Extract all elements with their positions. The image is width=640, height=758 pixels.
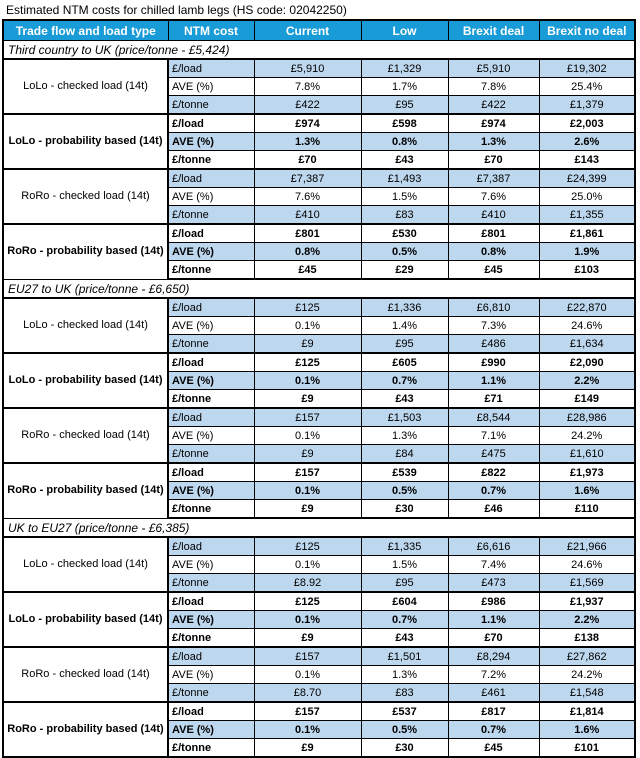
metric-cell: £/load xyxy=(168,353,254,372)
table-row xyxy=(3,408,635,427)
value-cell: £9 xyxy=(254,445,361,464)
value-cell: 1.6% xyxy=(539,721,635,739)
value-cell: 0.1% xyxy=(254,317,361,335)
value-cell: 1.5% xyxy=(361,188,448,206)
value-cell: 2.2% xyxy=(539,372,635,390)
value-cell: £817 xyxy=(448,702,539,721)
value-cell: £143 xyxy=(539,151,635,170)
value-cell: £125 xyxy=(254,592,361,611)
value-cell: £83 xyxy=(361,684,448,703)
value-cell: £486 xyxy=(448,335,539,354)
value-cell: £598 xyxy=(361,114,448,133)
value-cell: £974 xyxy=(448,114,539,133)
value-cell: £1,548 xyxy=(539,684,635,703)
metric-cell: £/tonne xyxy=(168,739,254,758)
value-cell: £1,503 xyxy=(361,408,448,427)
value-cell: £138 xyxy=(539,629,635,648)
value-cell: £110 xyxy=(539,500,635,519)
metric-cell: £/tonne xyxy=(168,151,254,170)
value-cell: £8,294 xyxy=(448,647,539,666)
value-cell: £530 xyxy=(361,224,448,243)
value-cell: 1.4% xyxy=(361,317,448,335)
value-cell: £410 xyxy=(448,206,539,225)
metric-cell: £/tonne xyxy=(168,261,254,280)
value-cell: £475 xyxy=(448,445,539,464)
table-row xyxy=(3,353,635,372)
value-cell: £125 xyxy=(254,353,361,372)
value-cell: £9 xyxy=(254,500,361,519)
section-header: EU27 to UK (price/tonne - £6,650) xyxy=(3,279,635,298)
value-cell: £604 xyxy=(361,592,448,611)
table-row xyxy=(3,59,635,78)
value-cell: £45 xyxy=(254,261,361,280)
flow-label-cell: RoRo - checked load (14t) xyxy=(3,647,168,702)
value-cell: £986 xyxy=(448,592,539,611)
value-cell: 24.2% xyxy=(539,666,635,684)
value-cell: 0.5% xyxy=(361,243,448,261)
value-cell: 1.7% xyxy=(361,78,448,96)
value-cell: 7.6% xyxy=(254,188,361,206)
value-cell: £157 xyxy=(254,408,361,427)
metric-cell: AVE (%) xyxy=(168,556,254,574)
flow-label-cell: RoRo - probability based (14t) xyxy=(3,224,168,279)
section-header: UK to EU27 (price/tonne - £6,385) xyxy=(3,518,635,537)
value-cell: £8.70 xyxy=(254,684,361,703)
metric-cell: £/load xyxy=(168,702,254,721)
value-cell: £19,302 xyxy=(539,59,635,78)
value-cell: £9 xyxy=(254,739,361,758)
metric-cell: £/tonne xyxy=(168,445,254,464)
value-cell: 7.4% xyxy=(448,556,539,574)
metric-cell: AVE (%) xyxy=(168,666,254,684)
value-cell: £22,870 xyxy=(539,298,635,317)
flow-label-cell: RoRo - checked load (14t) xyxy=(3,408,168,463)
value-cell: £801 xyxy=(254,224,361,243)
value-cell: £605 xyxy=(361,353,448,372)
value-cell: £27,862 xyxy=(539,647,635,666)
value-cell: £157 xyxy=(254,647,361,666)
value-cell: £95 xyxy=(361,335,448,354)
value-cell: 1.1% xyxy=(448,372,539,390)
value-cell: £95 xyxy=(361,574,448,593)
value-cell: 1.5% xyxy=(361,556,448,574)
metric-cell: £/tonne xyxy=(168,335,254,354)
value-cell: 0.1% xyxy=(254,372,361,390)
value-cell: £1,329 xyxy=(361,59,448,78)
table-row xyxy=(3,592,635,611)
table-row xyxy=(3,114,635,133)
flow-label-cell: LoLo - probability based (14t) xyxy=(3,592,168,647)
column-header: Brexit deal xyxy=(448,20,539,41)
metric-cell: £/load xyxy=(168,224,254,243)
value-cell: £539 xyxy=(361,463,448,482)
value-cell: £149 xyxy=(539,390,635,409)
value-cell: 7.1% xyxy=(448,427,539,445)
value-cell: £537 xyxy=(361,702,448,721)
flow-label-cell: RoRo - probability based (14t) xyxy=(3,702,168,757)
value-cell: £6,810 xyxy=(448,298,539,317)
value-cell: £974 xyxy=(254,114,361,133)
value-cell: £1,937 xyxy=(539,592,635,611)
column-header: Trade flow and load type xyxy=(3,20,168,41)
column-header: Current xyxy=(254,20,361,41)
metric-cell: AVE (%) xyxy=(168,611,254,629)
value-cell: 7.6% xyxy=(448,188,539,206)
value-cell: £7,387 xyxy=(448,169,539,188)
value-cell: 1.3% xyxy=(448,133,539,151)
value-cell: £7,387 xyxy=(254,169,361,188)
column-header: Brexit no deal xyxy=(539,20,635,41)
metric-cell: £/tonne xyxy=(168,500,254,519)
value-cell: 2.6% xyxy=(539,133,635,151)
value-cell: 0.8% xyxy=(254,243,361,261)
value-cell: 7.8% xyxy=(254,78,361,96)
flow-label-cell: RoRo - probability based (14t) xyxy=(3,463,168,518)
value-cell: £1,973 xyxy=(539,463,635,482)
value-cell: £46 xyxy=(448,500,539,519)
metric-cell: AVE (%) xyxy=(168,427,254,445)
value-cell: £1,569 xyxy=(539,574,635,593)
value-cell: £990 xyxy=(448,353,539,372)
value-cell: 0.1% xyxy=(254,611,361,629)
value-cell: £8.92 xyxy=(254,574,361,593)
metric-cell: £/load xyxy=(168,537,254,556)
value-cell: 0.5% xyxy=(361,482,448,500)
table-row xyxy=(3,298,635,317)
metric-cell: AVE (%) xyxy=(168,243,254,261)
table-row xyxy=(3,647,635,666)
value-cell: £28,986 xyxy=(539,408,635,427)
value-cell: 0.8% xyxy=(361,133,448,151)
value-cell: 2.2% xyxy=(539,611,635,629)
value-cell: 0.1% xyxy=(254,482,361,500)
value-cell: 24.6% xyxy=(539,556,635,574)
column-header: NTM cost xyxy=(168,20,254,41)
metric-cell: £/load xyxy=(168,408,254,427)
metric-cell: £/load xyxy=(168,59,254,78)
value-cell: £157 xyxy=(254,463,361,482)
value-cell: £9 xyxy=(254,629,361,648)
value-cell: £29 xyxy=(361,261,448,280)
value-cell: £70 xyxy=(448,629,539,648)
value-cell: £103 xyxy=(539,261,635,280)
value-cell: £125 xyxy=(254,298,361,317)
flow-label-cell: LoLo - checked load (14t) xyxy=(3,537,168,592)
metric-cell: £/tonne xyxy=(168,206,254,225)
section-header: Third country to UK (price/tonne - £5,424) xyxy=(3,41,635,60)
value-cell: £1,379 xyxy=(539,96,635,115)
value-cell: £822 xyxy=(448,463,539,482)
value-cell: £9 xyxy=(254,390,361,409)
value-cell: 25.0% xyxy=(539,188,635,206)
metric-cell: £/load xyxy=(168,647,254,666)
section-header-row xyxy=(3,518,635,537)
flow-label-cell: LoLo - checked load (14t) xyxy=(3,59,168,114)
value-cell: 7.2% xyxy=(448,666,539,684)
value-cell: £45 xyxy=(448,739,539,758)
value-cell: £6,616 xyxy=(448,537,539,556)
value-cell: £43 xyxy=(361,629,448,648)
value-cell: £45 xyxy=(448,261,539,280)
value-cell: 1.3% xyxy=(254,133,361,151)
value-cell: 1.1% xyxy=(448,611,539,629)
value-cell: £1,335 xyxy=(361,537,448,556)
flow-label-cell: LoLo - probability based (14t) xyxy=(3,114,168,169)
table-row xyxy=(3,702,635,721)
value-cell: 0.1% xyxy=(254,666,361,684)
metric-cell: £/tonne xyxy=(168,574,254,593)
value-cell: £30 xyxy=(361,500,448,519)
metric-cell: £/load xyxy=(168,463,254,482)
column-header: Low xyxy=(361,20,448,41)
metric-cell: £/tonne xyxy=(168,96,254,115)
value-cell: £21,966 xyxy=(539,537,635,556)
value-cell: 0.5% xyxy=(361,721,448,739)
value-cell: 0.1% xyxy=(254,427,361,445)
value-cell: £1,634 xyxy=(539,335,635,354)
table-row xyxy=(3,224,635,243)
table-row xyxy=(3,463,635,482)
value-cell: 0.7% xyxy=(448,482,539,500)
value-cell: 7.8% xyxy=(448,78,539,96)
value-cell: 1.3% xyxy=(361,666,448,684)
metric-cell: AVE (%) xyxy=(168,188,254,206)
flow-label-cell: RoRo - checked load (14t) xyxy=(3,169,168,224)
value-cell: 0.7% xyxy=(361,372,448,390)
value-cell: 1.6% xyxy=(539,482,635,500)
value-cell: £84 xyxy=(361,445,448,464)
table-header xyxy=(3,20,635,41)
value-cell: £9 xyxy=(254,335,361,354)
table-body xyxy=(3,41,635,758)
value-cell: £70 xyxy=(254,151,361,170)
value-cell: 1.9% xyxy=(539,243,635,261)
value-cell: £1,493 xyxy=(361,169,448,188)
value-cell: 0.7% xyxy=(361,611,448,629)
value-cell: £1,861 xyxy=(539,224,635,243)
value-cell: £473 xyxy=(448,574,539,593)
metric-cell: £/tonne xyxy=(168,629,254,648)
value-cell: 24.6% xyxy=(539,317,635,335)
value-cell: £461 xyxy=(448,684,539,703)
value-cell: 1.3% xyxy=(361,427,448,445)
value-cell: £125 xyxy=(254,537,361,556)
section-header-row xyxy=(3,279,635,298)
value-cell: 0.8% xyxy=(448,243,539,261)
metric-cell: £/load xyxy=(168,169,254,188)
value-cell: £5,910 xyxy=(254,59,361,78)
value-cell: £2,003 xyxy=(539,114,635,133)
header-row xyxy=(3,20,635,41)
metric-cell: £/tonne xyxy=(168,390,254,409)
value-cell: £43 xyxy=(361,390,448,409)
value-cell: £24,399 xyxy=(539,169,635,188)
value-cell: £70 xyxy=(448,151,539,170)
ntm-table xyxy=(2,19,636,758)
metric-cell: £/tonne xyxy=(168,684,254,703)
table-row xyxy=(3,169,635,188)
value-cell: £1,336 xyxy=(361,298,448,317)
value-cell: £422 xyxy=(448,96,539,115)
value-cell: 24.2% xyxy=(539,427,635,445)
value-cell: £95 xyxy=(361,96,448,115)
value-cell: £5,910 xyxy=(448,59,539,78)
value-cell: £1,610 xyxy=(539,445,635,464)
value-cell: £1,501 xyxy=(361,647,448,666)
metric-cell: AVE (%) xyxy=(168,133,254,151)
value-cell: 25.4% xyxy=(539,78,635,96)
value-cell: £1,814 xyxy=(539,702,635,721)
value-cell: £101 xyxy=(539,739,635,758)
metric-cell: AVE (%) xyxy=(168,372,254,390)
value-cell: £30 xyxy=(361,739,448,758)
section-header-row xyxy=(3,41,635,60)
value-cell: £1,355 xyxy=(539,206,635,225)
value-cell: £43 xyxy=(361,151,448,170)
metric-cell: AVE (%) xyxy=(168,78,254,96)
value-cell: £83 xyxy=(361,206,448,225)
value-cell: £422 xyxy=(254,96,361,115)
value-cell: £8,544 xyxy=(448,408,539,427)
metric-cell: £/load xyxy=(168,592,254,611)
metric-cell: £/load xyxy=(168,298,254,317)
flow-label-cell: LoLo - probability based (14t) xyxy=(3,353,168,408)
page-title: Estimated NTM costs for chilled lamb legs (HS code: 02042250) xyxy=(6,3,347,17)
table-row xyxy=(3,537,635,556)
value-cell: £157 xyxy=(254,702,361,721)
metric-cell: £/load xyxy=(168,114,254,133)
value-cell: £2,090 xyxy=(539,353,635,372)
value-cell: £801 xyxy=(448,224,539,243)
value-cell: 7.3% xyxy=(448,317,539,335)
value-cell: 0.1% xyxy=(254,556,361,574)
flow-label-cell: LoLo - checked load (14t) xyxy=(3,298,168,353)
metric-cell: AVE (%) xyxy=(168,482,254,500)
metric-cell: AVE (%) xyxy=(168,721,254,739)
value-cell: 0.1% xyxy=(254,721,361,739)
value-cell: £410 xyxy=(254,206,361,225)
metric-cell: AVE (%) xyxy=(168,317,254,335)
value-cell: 0.7% xyxy=(448,721,539,739)
value-cell: £71 xyxy=(448,390,539,409)
